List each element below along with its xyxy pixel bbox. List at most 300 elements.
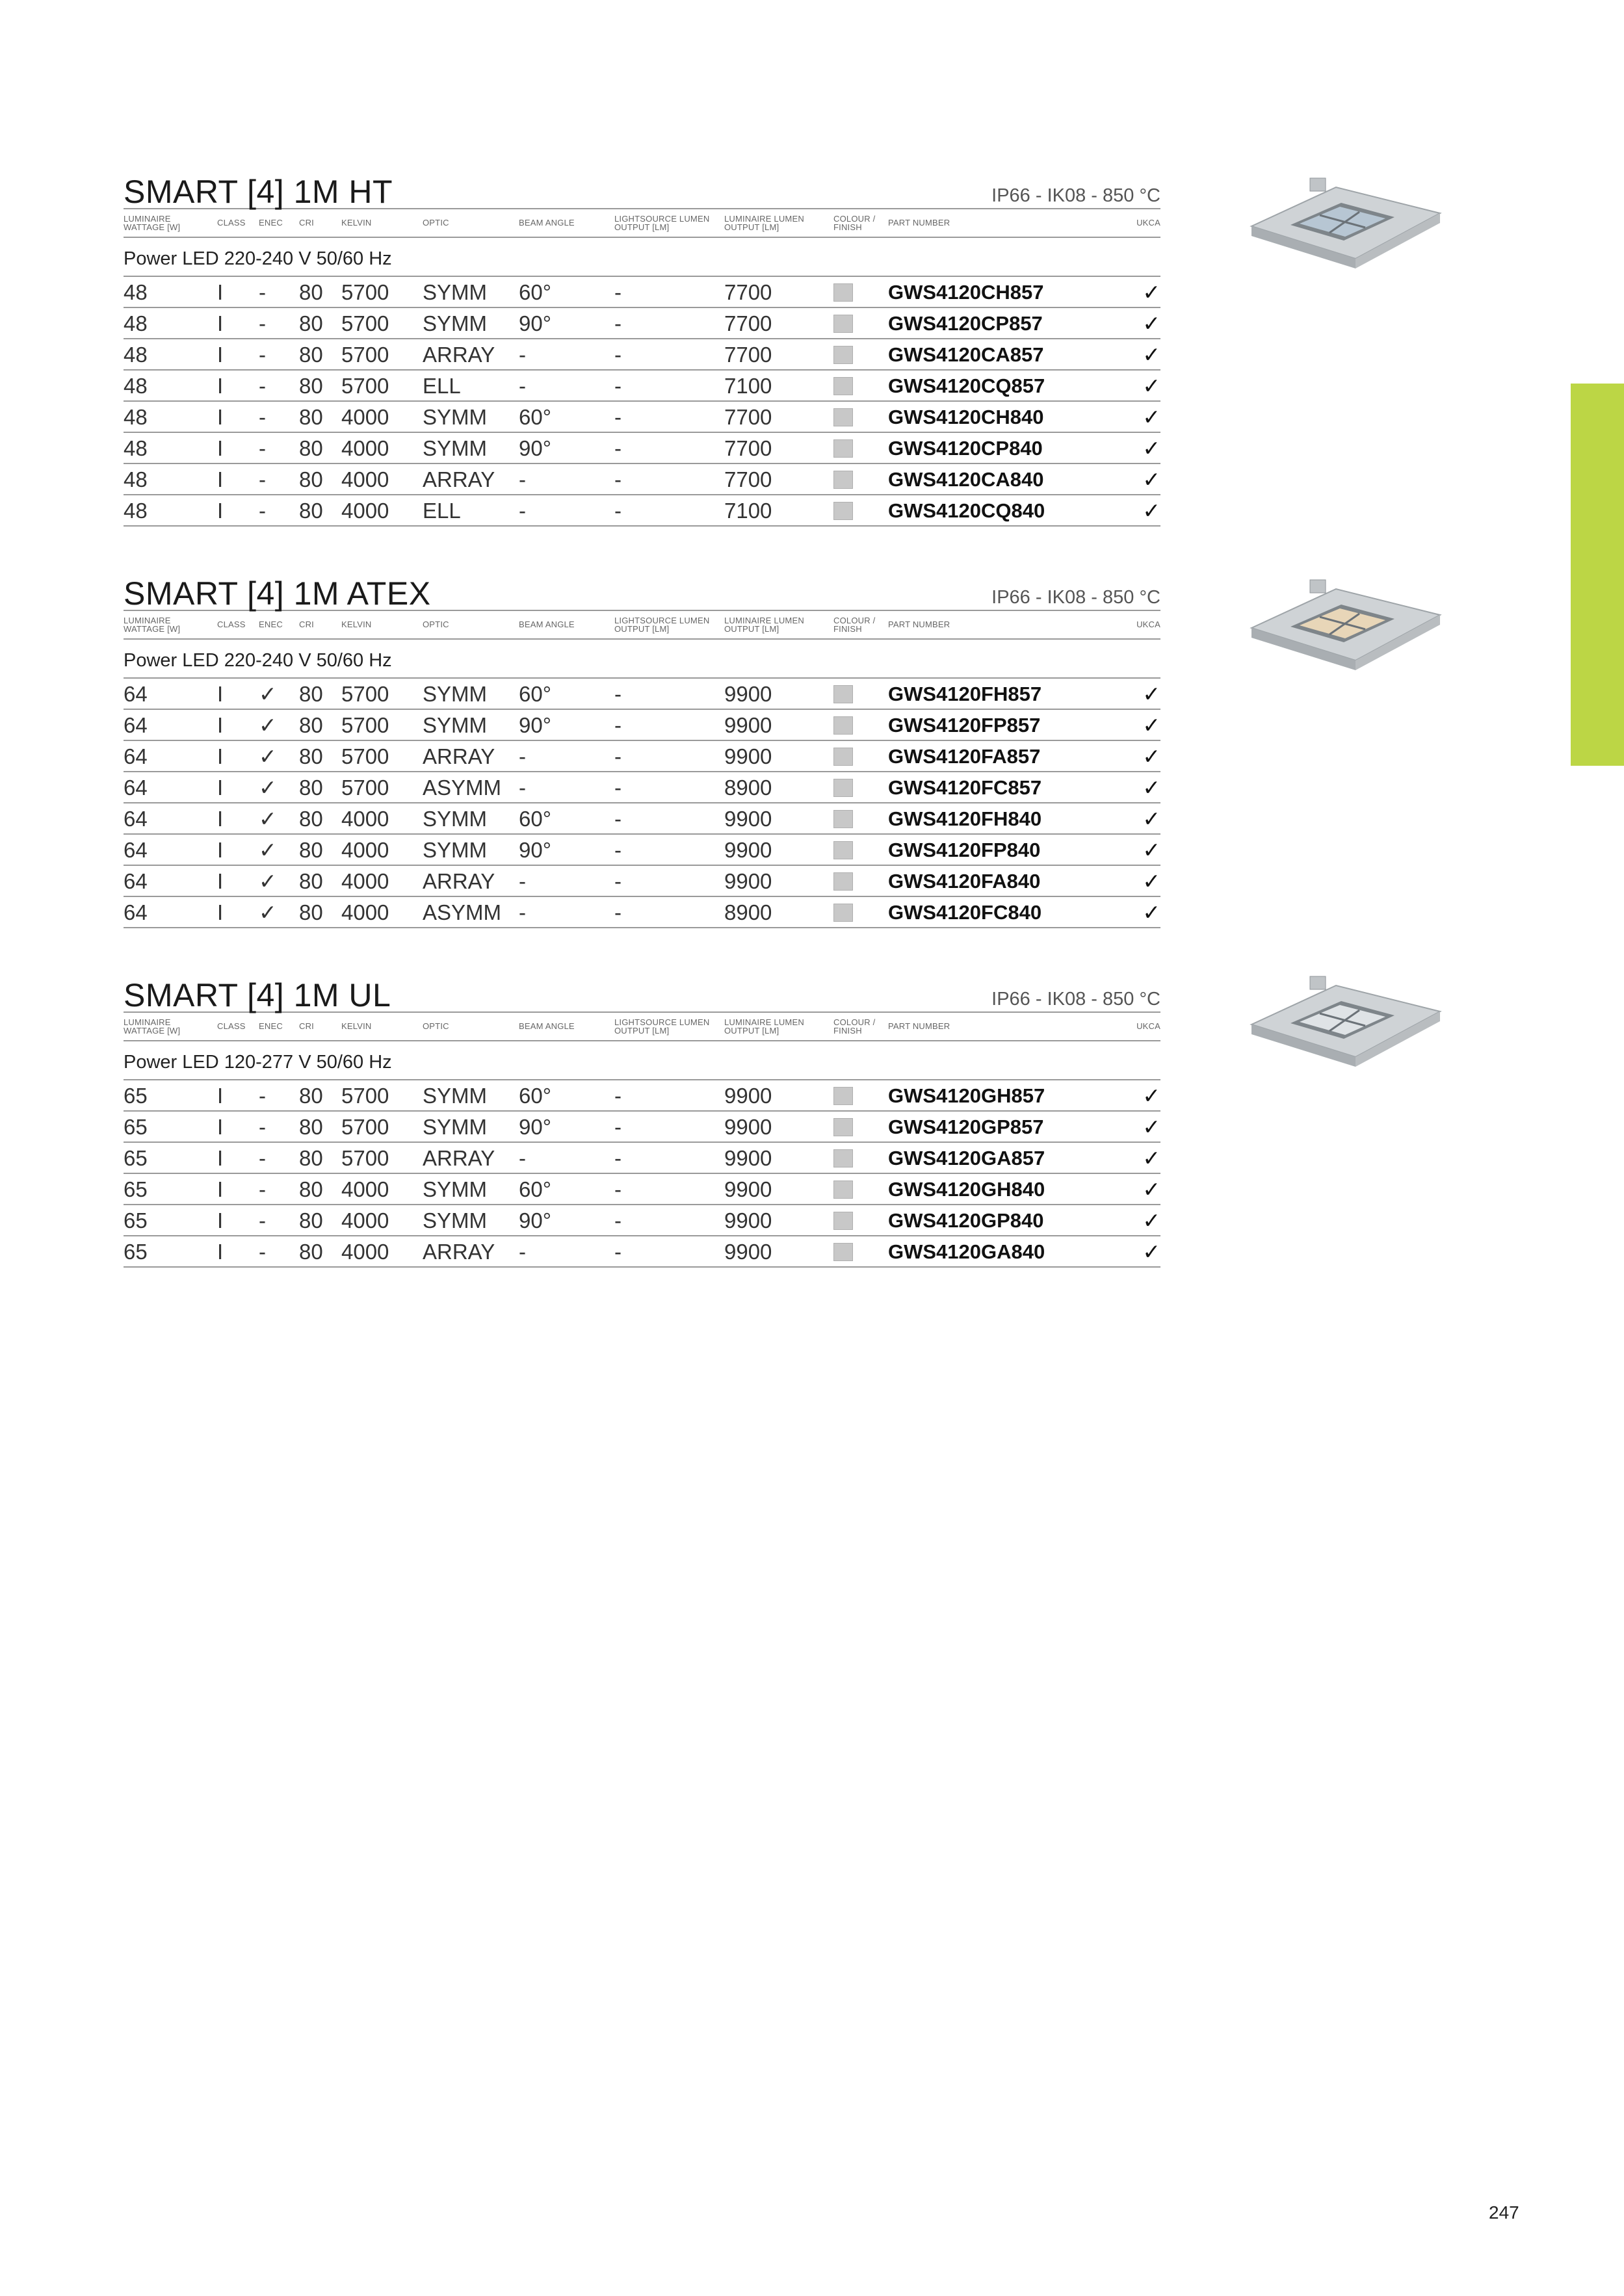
ukca-check-icon: ✓ [1142,436,1160,460]
colour-swatch [833,315,853,333]
colour-swatch [833,408,853,426]
cell-wattage: 64 [124,807,148,831]
section-title: SMART [4] 1M HT [124,174,393,210]
header-line: COLOUR / [833,1017,876,1027]
cell-cri: 80 [299,744,323,768]
cell-kelvin: 5700 [341,744,389,768]
cell-part-number: GWS4120GP840 [888,1209,1044,1232]
cell-wattage: 64 [124,713,148,737]
cell-optic: ARRAY [423,467,495,491]
cell-enec: ✓ [259,776,277,800]
column-header-kelvin: KELVIN [341,218,372,228]
cell-part-number: GWS4120FH857 [888,683,1042,705]
colour-swatch [833,716,853,735]
cell-wattage: 48 [124,436,148,460]
column-header-beam: BEAM ANGLE [519,1021,575,1031]
cell-part-number: GWS4120FP840 [888,839,1041,861]
cell-enec: ✓ [259,807,277,831]
column-header-kelvin: KELVIN [341,1021,372,1031]
product-section-atex [124,569,1160,928]
cell-luminaire-lumen: 8900 [724,776,772,800]
cell-optic: ARRAY [423,1146,495,1170]
cell-wattage: 64 [124,682,148,706]
cell-part-number: GWS4120GH857 [888,1084,1045,1107]
column-header-colour [833,215,875,231]
cell-beam-angle: - [519,343,526,367]
ukca-check-icon: ✓ [1142,499,1160,523]
cell-optic: SYMM [423,1084,487,1108]
cell-luminaire-lumen: 7700 [724,343,772,367]
cell-beam-angle: - [519,467,526,491]
cell-cri: 80 [299,499,323,523]
cell-cri: 80 [299,405,323,429]
cell-part-number: GWS4120CQ857 [888,374,1045,397]
section-spec: IP66 - IK08 - 850 °C [991,989,1160,1010]
cell-lightsource-lumen: - [614,1177,622,1201]
ukca-check-icon: ✓ [1142,405,1160,429]
table-body [124,277,1160,527]
table-row [124,1236,1160,1268]
ukca-check-icon: ✓ [1142,838,1160,862]
section-title: SMART [4] 1M UL [124,977,391,1013]
column-header-ukca: UKCA [1136,218,1160,228]
cell-luminaire-lumen: 9900 [724,1146,772,1170]
column-header-colour [833,616,875,633]
cell-optic: ARRAY [423,1240,495,1264]
cell-cri: 80 [299,311,323,335]
table-row [124,464,1160,495]
header-line: FINISH [833,1026,862,1036]
table-row [124,1205,1160,1236]
cell-luminaire-lumen: 9900 [724,682,772,706]
cell-optic: ELL [423,499,461,523]
cell-wattage: 65 [124,1240,148,1264]
colour-swatch [833,685,853,703]
column-header-part: PART NUMBER [888,1021,950,1031]
cell-luminaire-lumen: 7100 [724,499,772,523]
cell-beam-angle: - [519,900,526,924]
column-header-lum-lumen [724,215,804,231]
cell-luminaire-lumen: 9900 [724,1208,772,1233]
cell-beam-angle: 90° [519,436,551,460]
cell-enec: - [259,1208,266,1233]
cell-optic: SYMM [423,838,487,862]
colour-swatch [833,1087,853,1105]
table-row [124,402,1160,433]
ukca-check-icon: ✓ [1142,807,1160,831]
cell-luminaire-lumen: 9900 [724,869,772,893]
cell-part-number: GWS4120FA857 [888,745,1041,768]
ukca-check-icon: ✓ [1142,1177,1160,1201]
cell-lightsource-lumen: - [614,744,622,768]
cell-part-number: GWS4120FC840 [888,901,1042,924]
cell-cri: 80 [299,776,323,800]
cell-cri: 80 [299,374,323,398]
cell-enec: - [259,374,266,398]
header-line: WATTAGE [W] [124,1026,181,1036]
cell-wattage: 48 [124,499,148,523]
cell-kelvin: 5700 [341,713,389,737]
cell-optic: SYMM [423,280,487,304]
cell-luminaire-lumen: 9900 [724,807,772,831]
cell-beam-angle: - [519,499,526,523]
colour-swatch [833,377,853,395]
cell-part-number: GWS4120FP857 [888,714,1041,737]
cell-cri: 80 [299,343,323,367]
cell-luminaire-lumen: 9900 [724,838,772,862]
cell-cri: 80 [299,1240,323,1264]
cell-wattage: 64 [124,776,148,800]
column-header-ukca: UKCA [1136,1021,1160,1031]
cell-luminaire-lumen: 7700 [724,436,772,460]
cell-enec: ✓ [259,900,277,924]
header-line: OUTPUT [LM] [724,222,779,232]
product-section-ul [124,971,1160,1268]
cell-lightsource-lumen: - [614,869,622,893]
cell-wattage: 48 [124,280,148,304]
column-header-class: CLASS [217,620,246,629]
cell-lightsource-lumen: - [614,436,622,460]
table-row [124,277,1160,308]
ukca-check-icon: ✓ [1142,280,1160,304]
column-header-cri: CRI [299,218,314,228]
header-line: FINISH [833,222,862,232]
section-spec: IP66 - IK08 - 850 °C [991,185,1160,206]
cell-cri: 80 [299,807,323,831]
cell-part-number: GWS4120CA857 [888,343,1044,366]
cell-wattage: 65 [124,1084,148,1108]
cell-luminaire-lumen: 8900 [724,900,772,924]
cell-cri: 80 [299,467,323,491]
chapter-tab [1571,384,1624,766]
cell-beam-angle: 90° [519,311,551,335]
cell-beam-angle: 60° [519,1177,551,1201]
column-header-lum-lumen [724,616,804,633]
cell-class: I [217,713,224,737]
column-header-beam: BEAM ANGLE [519,218,575,228]
colour-swatch [833,346,853,364]
column-header-lum-lumen [724,1018,804,1035]
cell-part-number: GWS4120CH857 [888,281,1044,304]
column-header-enec: ENEC [259,218,283,228]
header-line: LUMINAIRE LUMEN [724,616,804,625]
colour-swatch [833,904,853,922]
column-header-ukca: UKCA [1136,620,1160,629]
cell-luminaire-lumen: 7700 [724,280,772,304]
product-section-ht [124,168,1160,527]
cell-luminaire-lumen: 9900 [724,1115,772,1139]
cell-kelvin: 4000 [341,807,389,831]
cell-class: I [217,1146,224,1170]
cell-cri: 80 [299,1084,323,1108]
column-header-wattage [124,1018,180,1035]
cell-class: I [217,436,224,460]
cell-lightsource-lumen: - [614,682,622,706]
cell-luminaire-lumen: 9900 [724,1084,772,1108]
cell-class: I [217,405,224,429]
cell-class: I [217,343,224,367]
luminaire-image-ht [1232,174,1453,278]
cell-optic: SYMM [423,1177,487,1201]
cell-wattage: 65 [124,1208,148,1233]
cell-kelvin: 4000 [341,467,389,491]
cell-wattage: 48 [124,311,148,335]
cell-class: I [217,1084,224,1108]
table-row [124,1174,1160,1205]
table-row [124,1143,1160,1174]
cell-beam-angle: 90° [519,838,551,862]
ukca-check-icon: ✓ [1142,467,1160,491]
cell-part-number: GWS4120FC857 [888,776,1042,799]
cell-lightsource-lumen: - [614,900,622,924]
cell-optic: SYMM [423,807,487,831]
cell-cri: 80 [299,1146,323,1170]
cell-lightsource-lumen: - [614,280,622,304]
cell-enec: - [259,1084,266,1108]
header-line: OUTPUT [LM] [614,1026,670,1036]
cell-lightsource-lumen: - [614,1115,622,1139]
header-line: LIGHTSOURCE LUMEN [614,616,710,625]
header-line: OUTPUT [LM] [614,222,670,232]
table-row [124,495,1160,527]
header-line: COLOUR / [833,214,876,224]
ukca-check-icon: ✓ [1142,713,1160,737]
cell-cri: 80 [299,280,323,304]
colour-swatch [833,872,853,891]
colour-swatch [833,779,853,797]
column-header-wattage [124,215,180,231]
header-line: COLOUR / [833,616,876,625]
header-line: LUMINAIRE [124,214,171,224]
column-header-enec: ENEC [259,1021,283,1031]
cell-part-number: GWS4120GA840 [888,1240,1045,1263]
colour-swatch [833,810,853,828]
table-body [124,1080,1160,1268]
column-header-kelvin: KELVIN [341,620,372,629]
column-header-ls-lumen [614,616,709,633]
power-label: Power LED 120-277 V 50/60 Hz [124,1041,1160,1080]
cell-beam-angle: 60° [519,1084,551,1108]
header-line: FINISH [833,624,862,634]
cell-wattage: 48 [124,343,148,367]
cell-lightsource-lumen: - [614,776,622,800]
table-row [124,679,1160,710]
page-number: 247 [1489,2202,1519,2223]
ukca-check-icon: ✓ [1142,776,1160,800]
cell-lightsource-lumen: - [614,374,622,398]
cell-cri: 80 [299,1115,323,1139]
cell-wattage: 64 [124,869,148,893]
cell-cri: 80 [299,713,323,737]
cell-cri: 80 [299,869,323,893]
cell-optic: SYMM [423,682,487,706]
cell-optic: SYMM [423,311,487,335]
colour-swatch [833,1118,853,1136]
cell-enec: ✓ [259,713,277,737]
section-title: SMART [4] 1M ATEX [124,575,431,612]
cell-kelvin: 4000 [341,405,389,429]
cell-kelvin: 4000 [341,900,389,924]
cell-enec: - [259,343,266,367]
colour-swatch [833,1243,853,1261]
cell-class: I [217,1240,224,1264]
cell-part-number: GWS4120CP840 [888,437,1043,460]
ukca-check-icon: ✓ [1142,1084,1160,1108]
cell-wattage: 65 [124,1146,148,1170]
cell-class: I [217,1177,224,1201]
cell-lightsource-lumen: - [614,1084,622,1108]
cell-luminaire-lumen: 7700 [724,311,772,335]
header-line: OUTPUT [LM] [724,624,779,634]
table-row [124,1112,1160,1143]
column-header-enec: ENEC [259,620,283,629]
cell-class: I [217,311,224,335]
table-row [124,308,1160,339]
ukca-check-icon: ✓ [1142,900,1160,924]
cell-lightsource-lumen: - [614,1146,622,1170]
cell-lightsource-lumen: - [614,467,622,491]
cell-optic: ARRAY [423,744,495,768]
cell-optic: ELL [423,374,461,398]
cell-kelvin: 4000 [341,499,389,523]
cell-kelvin: 5700 [341,343,389,367]
cell-class: I [217,807,224,831]
cell-class: I [217,1115,224,1139]
cell-lightsource-lumen: - [614,405,622,429]
cell-beam-angle: 90° [519,1115,551,1139]
column-header-optic: OPTIC [423,620,449,629]
table-row [124,897,1160,928]
column-header-cri: CRI [299,620,314,629]
cell-beam-angle: - [519,869,526,893]
header-line: WATTAGE [W] [124,624,181,634]
ukca-check-icon: ✓ [1142,1208,1160,1233]
power-label: Power LED 220-240 V 50/60 Hz [124,238,1160,277]
cell-class: I [217,838,224,862]
cell-class: I [217,1208,224,1233]
cell-enec: - [259,1115,266,1139]
header-line: LIGHTSOURCE LUMEN [614,214,710,224]
column-header-class: CLASS [217,1021,246,1031]
ukca-check-icon: ✓ [1142,311,1160,335]
table-header [124,611,1160,640]
table-row [124,433,1160,464]
ukca-check-icon: ✓ [1142,869,1160,893]
cell-lightsource-lumen: - [614,1240,622,1264]
cell-wattage: 48 [124,467,148,491]
cell-optic: SYMM [423,436,487,460]
header-line: LUMINAIRE [124,616,171,625]
cell-beam-angle: 60° [519,807,551,831]
cell-optic: ASYMM [423,900,502,924]
table-row [124,1080,1160,1112]
cell-optic: SYMM [423,713,487,737]
cell-optic: SYMM [423,1115,487,1139]
cell-cri: 80 [299,1208,323,1233]
cell-optic: SYMM [423,1208,487,1233]
header-line: LUMINAIRE LUMEN [724,1017,804,1027]
cell-kelvin: 4000 [341,1208,389,1233]
header-line: LUMINAIRE LUMEN [724,214,804,224]
cell-class: I [217,776,224,800]
cell-kelvin: 4000 [341,1240,389,1264]
cell-enec: - [259,467,266,491]
cell-enec: ✓ [259,838,277,862]
cell-class: I [217,499,224,523]
cell-enec: - [259,405,266,429]
cell-optic: SYMM [423,405,487,429]
cell-enec: - [259,311,266,335]
cell-wattage: 65 [124,1177,148,1201]
header-line: WATTAGE [W] [124,222,181,232]
ukca-check-icon: ✓ [1142,374,1160,398]
cell-luminaire-lumen: 9900 [724,744,772,768]
cell-kelvin: 4000 [341,436,389,460]
cell-kelvin: 5700 [341,374,389,398]
cell-beam-angle: 90° [519,1208,551,1233]
cell-beam-angle: 60° [519,682,551,706]
colour-swatch [833,502,853,520]
cell-cri: 80 [299,682,323,706]
table-body [124,679,1160,928]
ukca-check-icon: ✓ [1142,1240,1160,1264]
colour-swatch [833,1212,853,1230]
cell-luminaire-lumen: 9900 [724,713,772,737]
cell-optic: ASYMM [423,776,502,800]
cell-lightsource-lumen: - [614,838,622,862]
cell-beam-angle: - [519,1240,526,1264]
cell-optic: ARRAY [423,869,495,893]
cell-kelvin: 4000 [341,869,389,893]
cell-beam-angle: 90° [519,713,551,737]
cell-enec: ✓ [259,682,277,706]
power-label: Power LED 220-240 V 50/60 Hz [124,640,1160,679]
cell-kelvin: 4000 [341,838,389,862]
cell-kelvin: 5700 [341,1115,389,1139]
table-row [124,835,1160,866]
cell-lightsource-lumen: - [614,311,622,335]
cell-part-number: GWS4120CH840 [888,406,1044,428]
column-header-ls-lumen [614,1018,709,1035]
cell-class: I [217,682,224,706]
colour-swatch [833,1149,853,1168]
cell-luminaire-lumen: 9900 [724,1240,772,1264]
column-header-colour [833,1018,875,1035]
header-line: LIGHTSOURCE LUMEN [614,1017,710,1027]
cell-luminaire-lumen: 9900 [724,1177,772,1201]
colour-swatch [833,1181,853,1199]
cell-part-number: GWS4120GH840 [888,1178,1045,1201]
colour-swatch [833,748,853,766]
table-row [124,772,1160,803]
cell-wattage: 48 [124,374,148,398]
cell-lightsource-lumen: - [614,1208,622,1233]
cell-enec: - [259,436,266,460]
cell-part-number: GWS4120FH840 [888,807,1042,830]
colour-swatch [833,841,853,859]
cell-cri: 80 [299,436,323,460]
cell-kelvin: 5700 [341,776,389,800]
cell-lightsource-lumen: - [614,713,622,737]
header-line: OUTPUT [LM] [614,624,670,634]
column-header-part: PART NUMBER [888,620,950,629]
cell-kelvin: 5700 [341,1084,389,1108]
column-header-optic: OPTIC [423,1021,449,1031]
cell-beam-angle: - [519,374,526,398]
ukca-check-icon: ✓ [1142,1115,1160,1139]
table-row [124,371,1160,402]
ukca-check-icon: ✓ [1142,1146,1160,1170]
